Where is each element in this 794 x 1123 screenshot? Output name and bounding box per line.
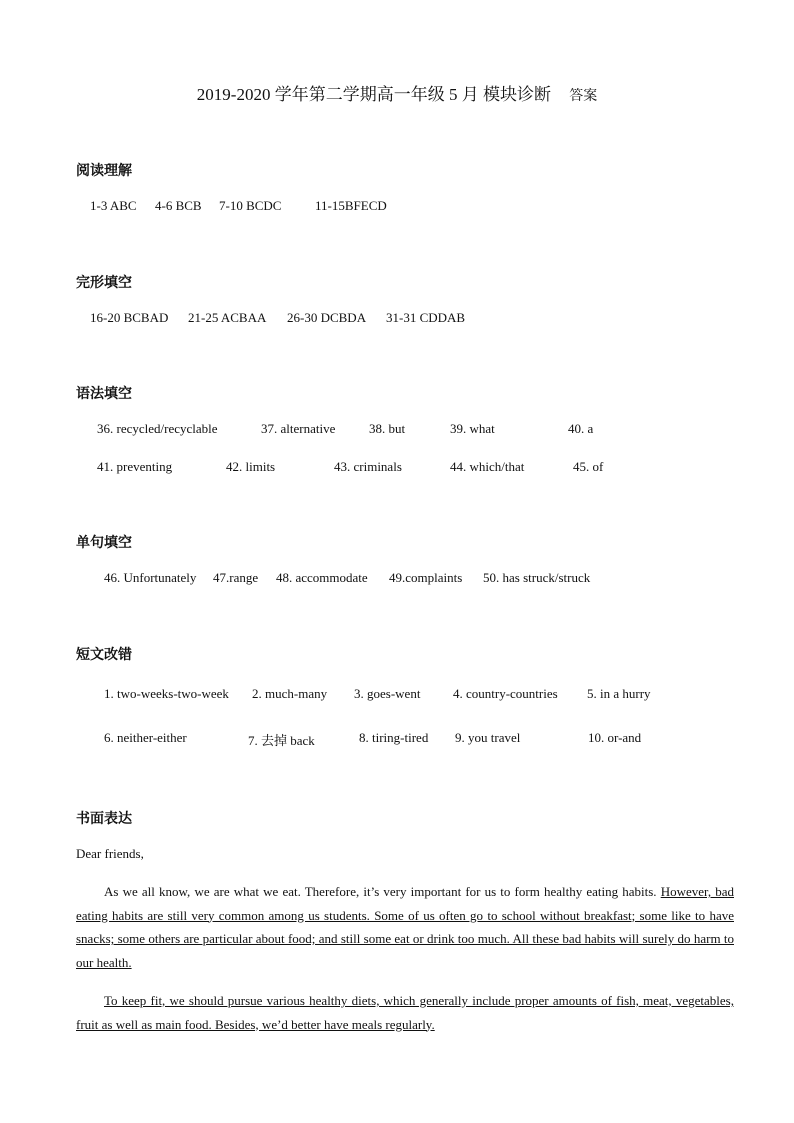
answer-item: 46. Unfortunately: [104, 570, 197, 585]
answer-item: 1-3 ABC: [90, 198, 137, 213]
reading-heading: 阅读理解: [76, 163, 132, 179]
answer-item: 40. a: [568, 421, 594, 436]
essay-text: As we all know, we are what we eat. Therefore, it’s very important for us to form healthy eating habits.: [104, 884, 661, 899]
page-title: [0, 80, 794, 105]
answer-item: 42. limits: [226, 459, 276, 474]
answer-item: 43. criminals: [334, 459, 402, 474]
answer-item: 31-31 CDDAB: [386, 310, 466, 325]
answer-item: 5. in a hurry: [587, 686, 651, 701]
answer-item: 38. but: [369, 421, 406, 436]
answer-item: 41. preventing: [97, 459, 173, 474]
answer-item: 36. recycled/recyclable: [97, 421, 218, 436]
essay-underlined-text: However, bad eating habits are still very common among us students. Some of us often go to school without breakfast; some like to have snacks; some others are particular about food; and still some eat or drink too much. All these bad habits will surely do harm to our health.: [76, 884, 734, 970]
correction-heading: 短文改错: [76, 647, 132, 663]
answer-item: 45. of: [573, 459, 604, 474]
answer-item: 10. or-and: [588, 730, 642, 745]
title-suffix: 答案: [569, 89, 598, 104]
answer-item: 7. 去掉 back: [248, 733, 315, 748]
answer-item: 48. accommodate: [276, 570, 368, 585]
cloze-heading: 完形填空: [76, 275, 132, 291]
essay-underlined-text: To keep fit, we should pursue various healthy diets, which generally include proper amounts of fish, meat, vegetables, fruit as well as main food. Besides, we’d better have meals regularly.: [76, 993, 734, 1032]
answer-item: 49.complaints: [389, 570, 463, 585]
essay-paragraph-1: [76, 880, 734, 974]
title-main: 2019-2020 学年第二学期高一年级 5 月 模块诊断: [196, 85, 551, 104]
answer-item: 3. goes-went: [354, 686, 421, 701]
grammar-heading: 语法填空: [76, 386, 132, 402]
answer-item: 8. tiring-tired: [359, 730, 429, 745]
answer-item: 21-25 ACBAA: [188, 310, 267, 325]
answer-item: 39. what: [450, 421, 495, 436]
essay-paragraph-2: [76, 989, 734, 1036]
answer-item: 2. much-many: [252, 686, 328, 701]
answer-item: 47.range: [213, 570, 259, 585]
answer-item: 16-20 BCBAD: [90, 310, 169, 325]
answer-item: 44. which/that: [450, 459, 525, 474]
answer-item: 7-10 BCDC: [219, 198, 282, 213]
answer-item: 50. has struck/struck: [483, 570, 591, 585]
answer-item: 26-30 DCBDA: [287, 310, 367, 325]
answer-item: 4-6 BCB: [155, 198, 202, 213]
answer-item: 1. two-weeks-two-week: [104, 686, 229, 701]
essay-greeting: Dear friends,: [76, 846, 144, 861]
answer-item: 4. country-countries: [453, 686, 558, 701]
sentence-heading: 单句填空: [76, 535, 132, 551]
answer-item: 37. alternative: [261, 421, 336, 436]
writing-heading: 书面表达: [76, 811, 132, 827]
answer-item: 9. you travel: [455, 730, 521, 745]
answer-item: 6. neither-either: [104, 730, 187, 745]
answer-item: 11-15BFECD: [315, 198, 387, 213]
